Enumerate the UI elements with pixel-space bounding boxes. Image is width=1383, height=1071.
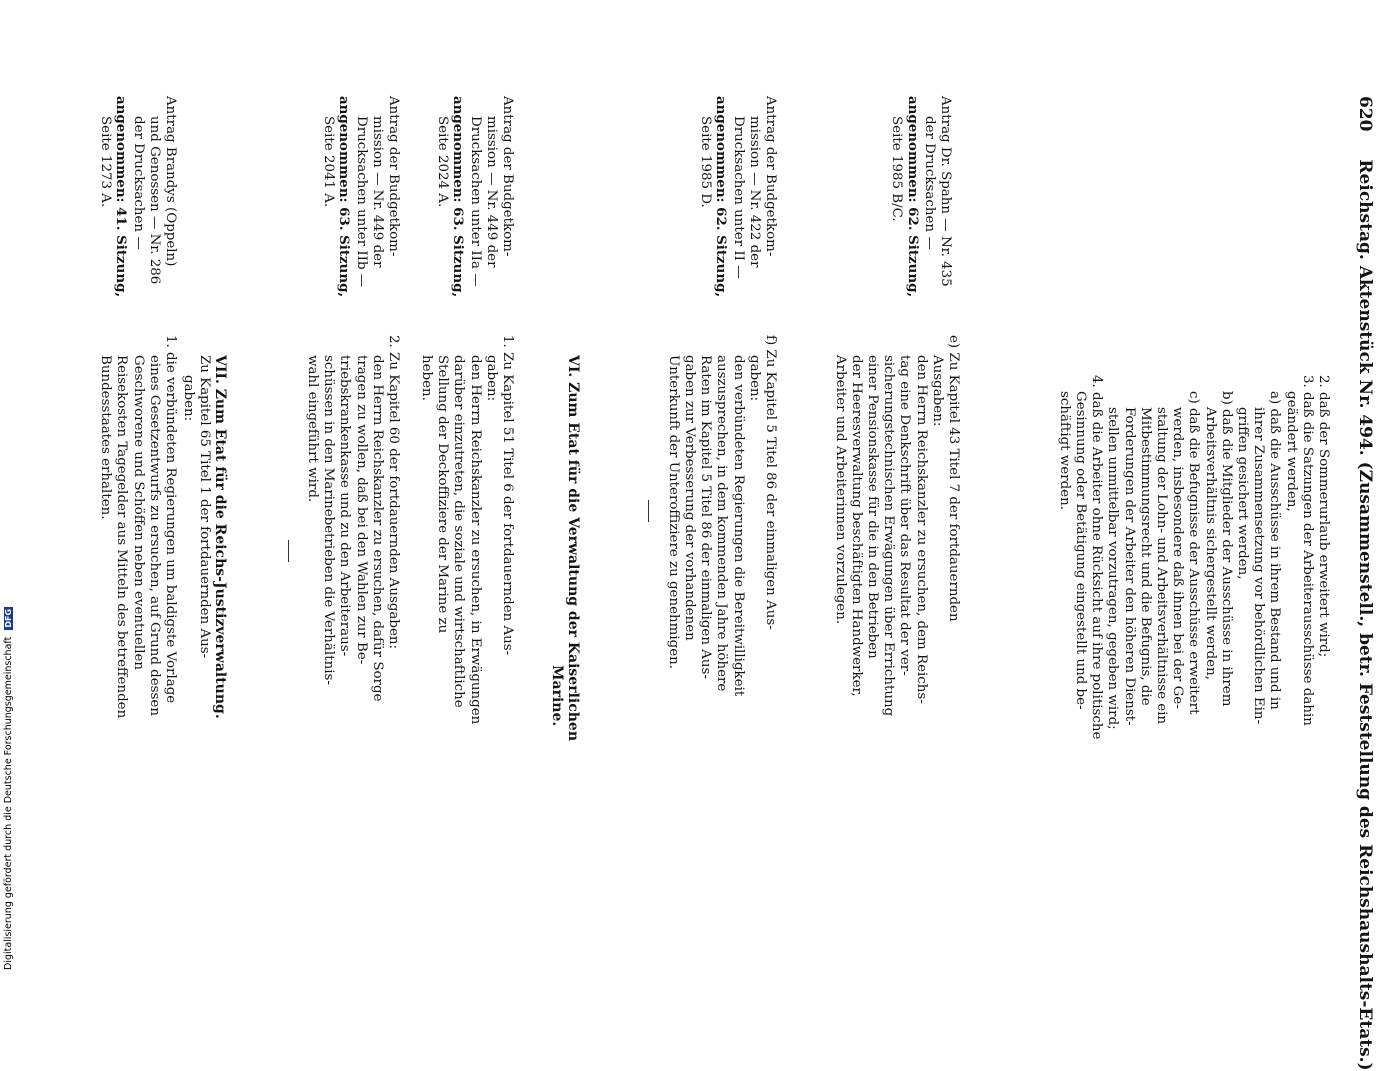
margin-line: Seite 2041 A.: [321, 116, 337, 208]
item-line: den Herrn Reichskanzler zu ersuchen, dafür Sorge: [369, 355, 385, 702]
item-line: 2. Zu Kapitel 60 der fortdauernden Ausgaben:: [386, 335, 401, 650]
list-line: werden, insbesondere daß ihnen bei der Ge-: [1170, 407, 1186, 709]
margin-line: Antrag der Budgetkom-: [386, 96, 401, 257]
item-line: den Herrn Reichskanzler zu ersuchen, dem Reichs-: [913, 355, 929, 704]
item-line: tag eine Denkschrift über das Resultat der ver-: [897, 355, 913, 676]
margin-line: Antrag der Budgetkom-: [500, 96, 515, 257]
margin-line: Antrag Brandys (Oppeln): [163, 96, 178, 267]
list-line: b) daß die Mitglieder der Ausschüsse in ihrem: [1218, 391, 1234, 707]
margin-line: Drucksachen unter IIa —: [467, 116, 483, 287]
list-line: staltung der Lohn- und Arbeitsverhältnisse ein: [1153, 407, 1169, 725]
list-line: ihrer Zusammensetzung vor behördlichen Ein-: [1251, 407, 1267, 725]
list-line: Forderungen der Arbeiter den höheren Dienst-: [1121, 407, 1137, 726]
item-line: triebskrankenkasse und zu den Arbeiteraus-: [337, 355, 353, 657]
margin-line: angenommen: 63. Sitzung,: [450, 96, 467, 298]
list-line: griffen gesichert werden,: [1234, 407, 1250, 580]
heading-line: Marine.: [548, 665, 565, 727]
margin-line: und Genossen — Nr. 286: [146, 116, 162, 285]
item-line: Stellung der Deckoffiziere der Marine zu: [435, 355, 451, 634]
item-line: f) Zu Kapitel 5 Titel 86 der einmaligen Aus-: [763, 335, 778, 630]
heading-line: VI. Zum Etat für die Verwaltung der Kaiserlichen: [565, 355, 581, 742]
item-vi-1: [418, 335, 515, 724]
list-line: geändert werden,: [1283, 391, 1299, 512]
margin-line: Seite 1273 A.: [98, 116, 114, 208]
margin-line: Antrag der Budgetkom-: [763, 96, 778, 257]
section-heading-vi: [549, 355, 581, 741]
item-line: gaben:: [483, 355, 499, 402]
item-line: darüber einzutreten, die soziale und wirtschaftliche: [451, 355, 467, 708]
list-line: Gesinnung oder Betätigung eingestellt und be-: [1072, 391, 1088, 710]
margin-line: Drucksachen unter IIb —: [353, 116, 369, 288]
margin-note: [320, 96, 401, 297]
list-line: 3. daß die Satzungen der Arbeiterausschüsse dahin: [1299, 375, 1315, 726]
list-line: stellen unmittelbar vorzutragen, gegeben wird;: [1105, 407, 1121, 730]
margin-line: Seite 1985 B/C.: [889, 116, 905, 222]
item-line: tragen zu wollen, daß bei den Wahlen zur Be-: [353, 355, 369, 665]
running-title: Reichstag. Aktenstück Nr. 494. (Zusammenstell., betr. Feststellung des Reichshaushalts-Etats.): [1355, 159, 1375, 1071]
margin-note: [888, 96, 953, 297]
section-heading-vii: [179, 355, 228, 719]
dfg-logo: DFG: [4, 608, 13, 628]
list-line: 2. daß der Sommerurlaub erweitert wird;: [1316, 375, 1331, 658]
margin-line: mission — Nr. 449 der: [369, 116, 385, 268]
margin-line: mission — Nr. 422 der: [746, 116, 762, 268]
item-line: Bundesstaates erhalten.: [98, 355, 114, 520]
margin-line: angenommen: 62. Sitzung,: [713, 96, 730, 298]
margin-line: Seite 1985 D.: [698, 116, 714, 208]
list-line: c) daß die Befugnisse der Ausschüsse erweitert: [1186, 391, 1202, 715]
item-line: gaben zur Verbesserung der vorhandenen: [681, 355, 697, 641]
item-e: [831, 335, 961, 716]
item-line: 1. die verbündeten Regierungen um baldigste Vorlage: [163, 335, 178, 704]
margin-line: angenommen: 63. Sitzung,: [336, 96, 353, 298]
item-line: sicherungstechnischen Erwägungen über Errichtung: [881, 355, 897, 717]
item-line: Unterkunft der Unteroffiziere zu genehmigen.: [665, 355, 681, 670]
item-line: auszusprechen, in dem kommenden Jahre höhere: [714, 355, 730, 692]
page-number: 620: [1355, 96, 1375, 132]
margin-note: [97, 96, 178, 297]
margin-line: der Drucksachen —: [130, 116, 146, 250]
list-line: schäftigt werden.: [1056, 391, 1072, 510]
margin-line: mission — Nr. 449 der: [483, 116, 499, 268]
item-line: Geschworene und Schöffen neben eventuellen: [130, 355, 146, 671]
item-line: e) Zu Kapitel 43 Titel 7 der fortdauernden: [946, 335, 961, 622]
running-header: [1355, 96, 1375, 1071]
item-f: [665, 335, 778, 696]
list-line: a) daß die Ausschüsse in ihrem Bestand und in: [1267, 391, 1283, 710]
continuation-list: [1056, 355, 1331, 739]
margin-line: Drucksachen unter II —: [730, 116, 746, 279]
margin-line: Antrag Dr. Spahn — Nr. 435: [938, 96, 953, 287]
item-line: 1. Zu Kapitel 51 Titel 6 der fortdauernden Aus-: [500, 335, 515, 656]
margin-line: angenommen: 41. Sitzung,: [113, 96, 130, 298]
margin-line: der Drucksachen —: [921, 116, 937, 250]
item-vii-1: [97, 335, 178, 718]
heading-line: Zu Kapitel 65 Titel 1 der fortdauernden Aus-: [196, 355, 212, 659]
item-line: heben.: [418, 355, 434, 401]
margin-line: Seite 2024 A.: [435, 116, 451, 208]
item-line: der Heeresverwaltung beschäftigten Handwerker,: [848, 355, 864, 697]
footer-text: Digitalisierung gefördert durch die Deutsche Forschungsgemeinschaft: [3, 636, 14, 970]
margin-line: angenommen: 62. Sitzung,: [904, 96, 921, 298]
section-rule: [288, 540, 289, 562]
item-line: gaben:: [746, 355, 762, 402]
margin-note: [434, 96, 515, 297]
list-line: 4. daß die Arbeiter ohne Rücksicht auf ihre politische: [1089, 375, 1105, 740]
item-line: Raten im Kapitel 5 Titel 86 der einmaligen Aus-: [698, 355, 714, 679]
item-line: Ausgaben:: [929, 355, 945, 427]
heading-line: gaben:: [180, 375, 196, 422]
item-line: schüssen in den Marinebetrieben die Verhältnis-: [321, 355, 337, 685]
margin-note: [697, 96, 778, 297]
list-line: Mitbestimmungsrecht und die Befugnis, die: [1137, 407, 1153, 706]
item-line: eines Gesetzentwurfs zu ersuchen, auf Grund dessen: [146, 355, 162, 716]
heading-line: VII. Zum Etat für die Reichs-Justizverwaltung.: [212, 355, 228, 719]
item-line: wahl eingeführt wird.: [304, 355, 320, 503]
item-vi-2: [304, 335, 401, 701]
item-line: Arbeiter und Arbeiterinnen vorzulegen.: [832, 355, 848, 625]
list-line: Arbeitsverhältnis sichergestellt werden,: [1202, 407, 1218, 680]
item-line: Reisekosten Tagegelder aus Mitteln des betreffenden: [114, 355, 130, 719]
item-line: den verbündeten Regierungen die Bereitwilligkeit: [730, 355, 746, 697]
item-line: einer Pensionskasse für die in den Betrieben: [864, 355, 880, 659]
item-line: den Herrn Reichskanzler zu ersuchen, in Erwägungen: [467, 355, 483, 725]
section-rule: [648, 500, 649, 522]
digitization-footer: [3, 608, 23, 971]
